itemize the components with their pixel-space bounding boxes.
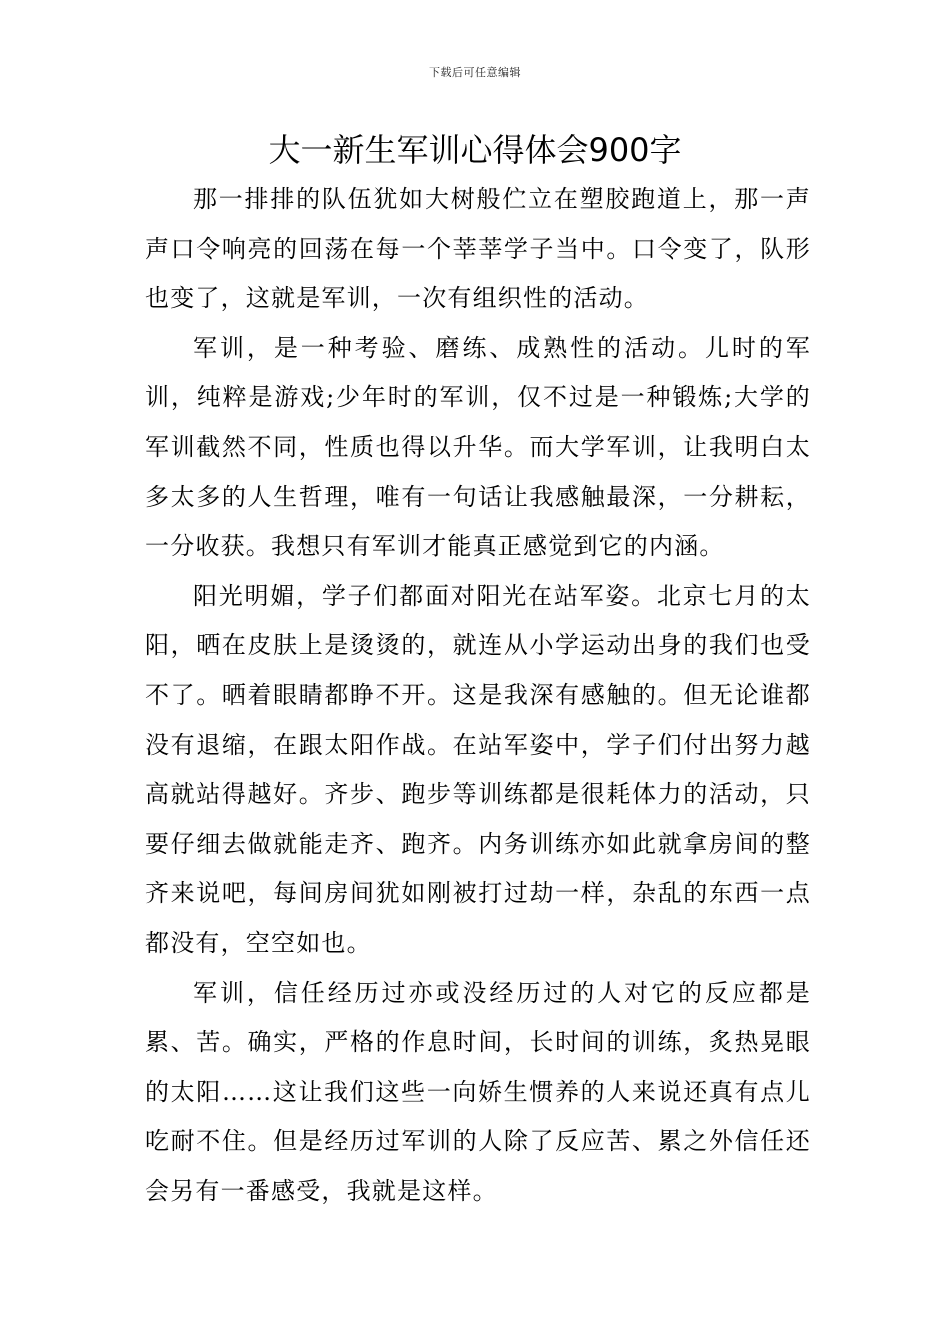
paragraph: 阳光明媚，学子们都面对阳光在站军姿。北京七月的太阳，晒在皮肤上是烫烫的，就连从小学运动出身的我们也受不了。晒着眼睛都睁不开。这是我深有感触的。但无论谁都没有退缩，在跟太阳作战。在站军姿中，学子们付出努力越高就站得越好。齐步、跑步等训练都是很耗体力的活动，只要仔细去做就能走齐、跑齐。内务训练亦如此就拿房间的整齐来说吧，每间房间犹如刚被打过劫一样，杂乱的东西一点都没有，空空如也。	[145, 581, 811, 957]
document-body	[145, 175, 811, 1216]
paragraph: 军训，是一种考验、磨练、成熟性的活动。儿时的军训，纯粹是游戏;少年时的军训，仅不过是一种锻炼;大学的军训截然不同，性质也得以升华。而大学军训，让我明白太多太多的人生哲理，唯有一句话让我感触最深，一分耕耘，一分收获。我想只有军训才能真正感觉到它的内涵。	[145, 333, 811, 561]
header-note: 下载后可任意编辑	[429, 66, 521, 79]
document-title: 大一新生军训心得体会900字	[268, 131, 682, 169]
paragraph: 那一排排的队伍犹如大树般伫立在塑胶跑道上，那一声声口令响亮的回荡在每一个莘莘学子当中。口令变了，队形也变了，这就是军训，一次有组织性的活动。	[145, 185, 811, 313]
paragraph: 军训，信任经历过亦或没经历过的人对它的反应都是累、苦。确实，严格的作息时间，长时间的训练，炙热晃眼的太阳……这让我们这些一向娇生惯养的人来说还真有点儿吃耐不住。但是经历过军训的人除了反应苦、累之外信任还会另有一番感受，我就是这样。	[145, 978, 811, 1205]
